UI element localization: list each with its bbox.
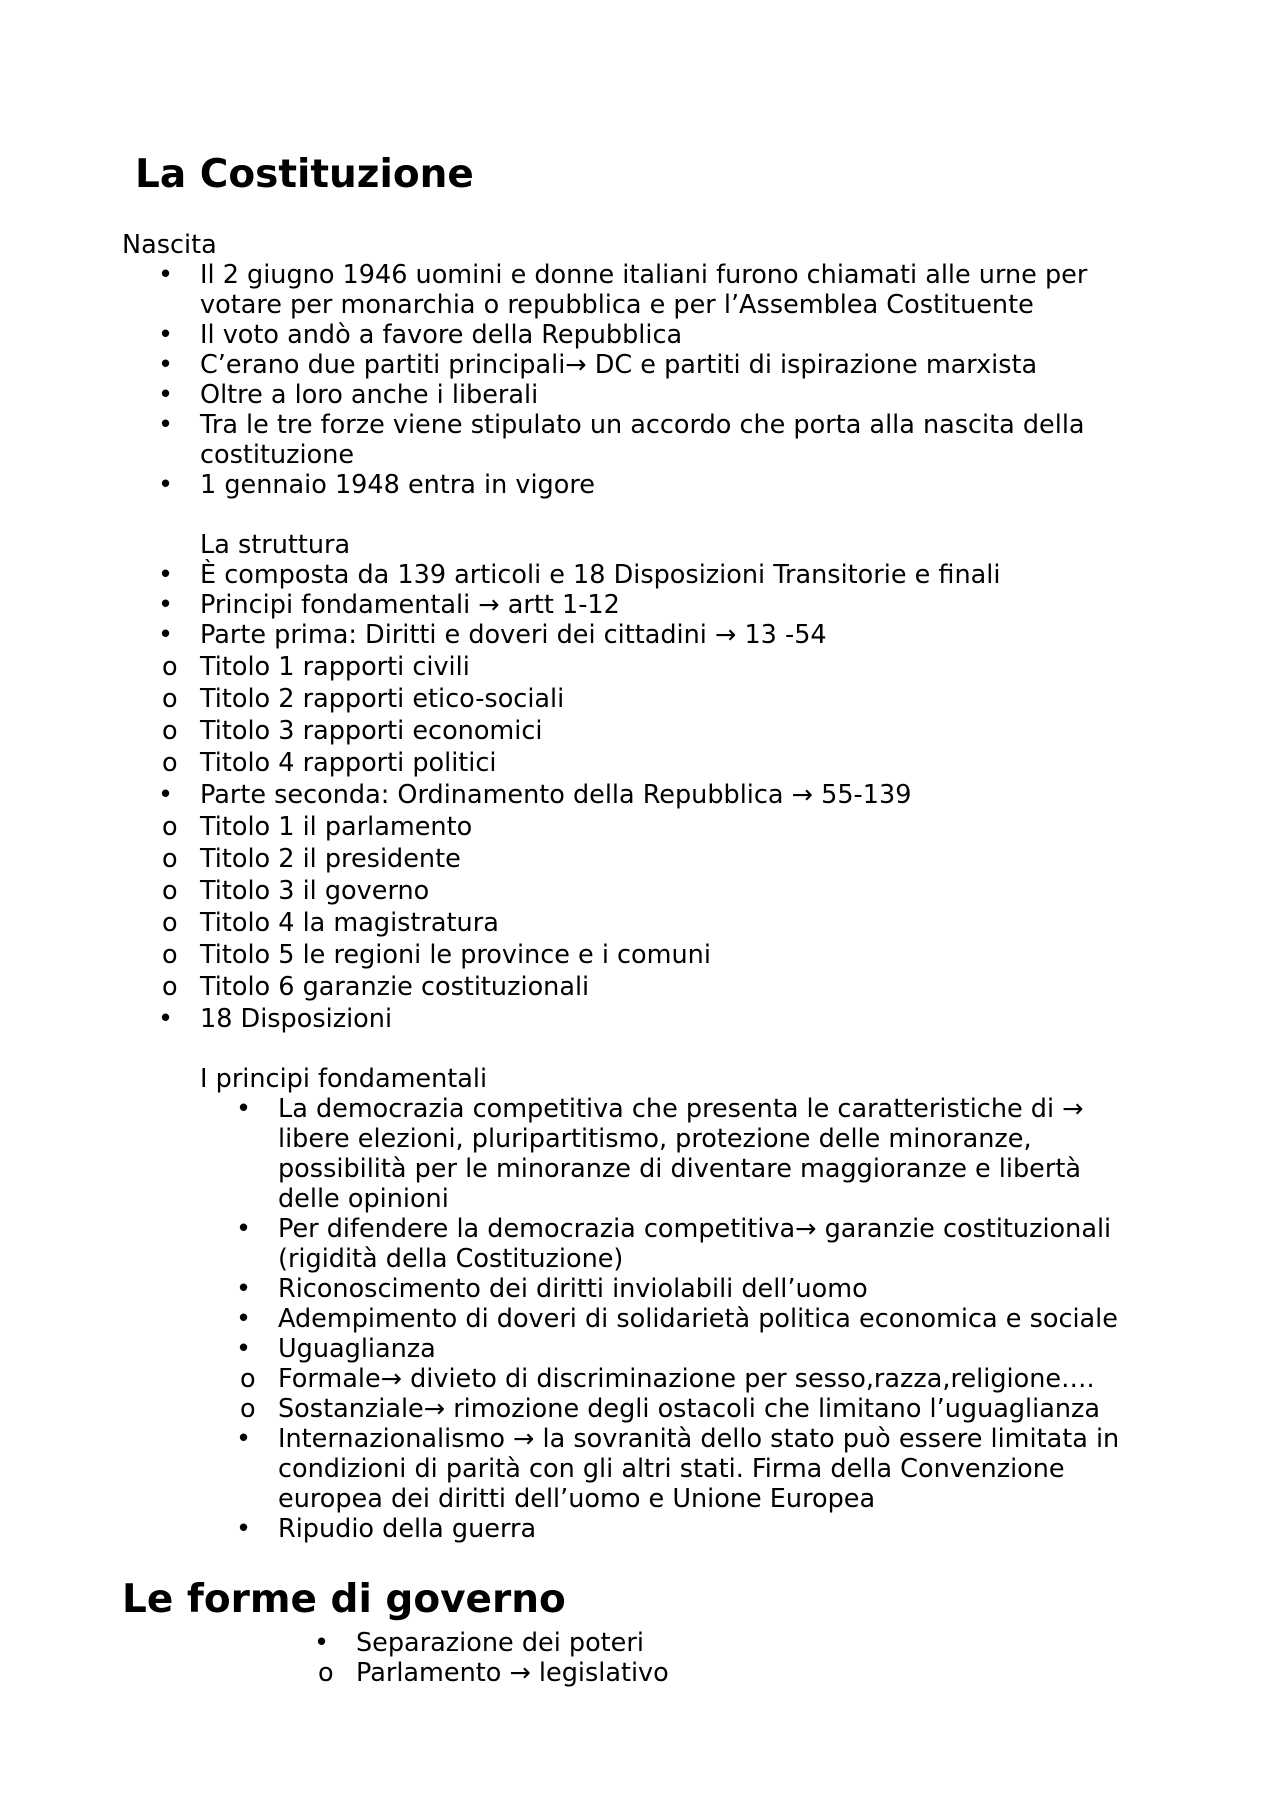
- list-item: [122, 350, 1162, 380]
- list-item-text: Titolo 4 la magistratura: [200, 908, 499, 938]
- circle-marker: o: [162, 748, 178, 778]
- list-item: [122, 652, 1162, 682]
- section-title-forme: Le forme di governo: [122, 1577, 566, 1622]
- list-item-text: 1 gennaio 1948 entra in vigore: [200, 470, 595, 500]
- circle-marker: o: [162, 812, 178, 842]
- list-item-line: Ripudio della guerra: [278, 1514, 537, 1544]
- list-item: [122, 1214, 1162, 1274]
- list-item-line: Formale→ divieto di discriminazione per sesso,razza,religione….: [278, 1364, 1095, 1394]
- bullet-marker: •: [158, 560, 174, 590]
- bullet-marker: •: [236, 1514, 252, 1544]
- list-item-text: Titolo 3 rapporti economici: [200, 716, 543, 746]
- list-item-line: La democrazia competitiva che presenta le caratteristiche di →: [278, 1094, 1084, 1124]
- bullet-marker: •: [158, 410, 174, 440]
- list-item-line: (rigidità della Costituzione): [278, 1244, 624, 1274]
- bullet-marker: •: [236, 1334, 252, 1364]
- list-item-line: Sostanziale→ rimozione degli ostacoli che limitano l’uguaglianza: [278, 1394, 1101, 1424]
- circle-marker: o: [240, 1394, 256, 1424]
- bullet-marker: •: [236, 1274, 252, 1304]
- circle-marker: o: [162, 940, 178, 970]
- list-item-text-cont: votare per monarchia o repubblica e per l’Assemblea Costituente: [200, 290, 1034, 320]
- list-item: [122, 908, 1162, 938]
- circle-marker: o: [162, 652, 178, 682]
- bullet-marker: •: [236, 1094, 252, 1124]
- list-item-text: Il 2 giugno 1946 uomini e donne italiani furono chiamati alle urne per: [200, 260, 1088, 290]
- list-item-text: Titolo 4 rapporti politici: [200, 748, 497, 778]
- circle-marker: o: [162, 716, 178, 746]
- list-item: [122, 1394, 1162, 1424]
- list-item: [122, 1004, 1162, 1034]
- struttura-heading: La struttura: [200, 530, 351, 560]
- circle-marker: o: [318, 1658, 334, 1688]
- list-item-text: Titolo 5 le regioni le province e i comuni: [200, 940, 711, 970]
- list-item: [122, 1424, 1162, 1514]
- list-item: [122, 410, 1162, 470]
- list-item-text-cont: costituzione: [200, 440, 355, 470]
- list-item: [122, 1334, 1162, 1364]
- list-item-text: È composta da 139 articoli e 18 Disposizioni Transitorie e finali: [200, 560, 1001, 590]
- list-item: [122, 716, 1162, 746]
- list-item: [122, 844, 1162, 874]
- list-item: [122, 320, 1162, 350]
- bullet-marker: •: [158, 1004, 174, 1034]
- bullet-marker: •: [236, 1214, 252, 1244]
- list-item: [122, 972, 1162, 1002]
- bullet-marker: •: [158, 470, 174, 500]
- circle-marker: o: [162, 876, 178, 906]
- list-item: [122, 260, 1162, 320]
- circle-marker: o: [162, 684, 178, 714]
- list-item: [122, 684, 1162, 714]
- list-item-text: 18 Disposizioni: [200, 1004, 393, 1034]
- list-item-line: libere elezioni, pluripartitismo, protezione delle minoranze,: [278, 1124, 1032, 1154]
- list-item: [122, 940, 1162, 970]
- nascita-heading: Nascita: [122, 230, 217, 260]
- list-item: [122, 560, 1162, 590]
- list-item-text: Parte seconda: Ordinamento della Repubblica → 55-139: [200, 780, 912, 810]
- circle-marker: o: [162, 844, 178, 874]
- list-item-text: Titolo 2 il presidente: [200, 844, 461, 874]
- bullet-marker: •: [236, 1424, 252, 1454]
- list-item: [122, 812, 1162, 842]
- list-item-text: Titolo 6 garanzie costituzionali: [200, 972, 590, 1002]
- list-item: [122, 1364, 1162, 1394]
- list-item-line: Uguaglianza: [278, 1334, 436, 1364]
- list-item-line: Internazionalismo → la sovranità dello stato può essere limitata in: [278, 1424, 1120, 1454]
- list-item-line: europea dei diritti dell’uomo e Unione Europea: [278, 1484, 876, 1514]
- bullet-marker: •: [158, 320, 174, 350]
- bullet-marker: •: [236, 1304, 252, 1334]
- list-item-text: Parte prima: Diritti e doveri dei cittadini → 13 -54: [200, 620, 827, 650]
- list-item: [122, 380, 1162, 410]
- list-item: [122, 1628, 1162, 1658]
- circle-marker: o: [162, 908, 178, 938]
- list-item-text: Separazione dei poteri: [356, 1628, 644, 1658]
- document-title: La Costituzione: [135, 152, 474, 197]
- list-item-text: Il voto andò a favore della Repubblica: [200, 320, 683, 350]
- bullet-marker: •: [158, 380, 174, 410]
- list-item: [122, 1658, 1162, 1688]
- list-item-line: Riconoscimento dei diritti inviolabili dell’uomo: [278, 1274, 868, 1304]
- list-item: [122, 470, 1162, 500]
- list-item-line: possibilità per le minoranze di diventare maggioranze e libertà: [278, 1154, 1081, 1184]
- bullet-marker: •: [158, 350, 174, 380]
- list-item: [122, 876, 1162, 906]
- list-item-line: Per difendere la democrazia competitiva→ garanzie costituzionali: [278, 1214, 1112, 1244]
- list-item-text: Titolo 1 rapporti civili: [200, 652, 470, 682]
- list-item: [122, 780, 1162, 810]
- bullet-marker: •: [158, 260, 174, 290]
- list-item-text: Titolo 1 il parlamento: [200, 812, 473, 842]
- list-item-text: Parlamento → legislativo: [356, 1658, 669, 1688]
- list-item-text: C’erano due partiti principali→ DC e partiti di ispirazione marxista: [200, 350, 1038, 380]
- circle-marker: o: [240, 1364, 256, 1394]
- bullet-marker: •: [158, 620, 174, 650]
- list-item: [122, 1514, 1162, 1544]
- section-forme: [122, 1628, 1162, 1688]
- bullet-marker: •: [158, 590, 174, 620]
- list-item-line: Adempimento di doveri di solidarietà politica economica e sociale: [278, 1304, 1118, 1334]
- list-item: [122, 620, 1162, 650]
- circle-marker: o: [162, 972, 178, 1002]
- list-item: [122, 1304, 1162, 1334]
- list-item-line: delle opinioni: [278, 1184, 449, 1214]
- list-item-line: condizioni di parità con gli altri stati. Firma della Convenzione: [278, 1454, 1065, 1484]
- list-item: [122, 748, 1162, 778]
- list-item-text: Titolo 2 rapporti etico-sociali: [200, 684, 565, 714]
- list-item: [122, 590, 1162, 620]
- list-item: [122, 1274, 1162, 1304]
- bullet-marker: •: [158, 780, 174, 810]
- bullet-marker: •: [314, 1628, 330, 1658]
- list-item: [122, 1094, 1162, 1214]
- list-item-text: Titolo 3 il governo: [200, 876, 430, 906]
- list-item-text: Tra le tre forze viene stipulato un accordo che porta alla nascita della: [200, 410, 1085, 440]
- list-item-text: Oltre a loro anche i liberali: [200, 380, 539, 410]
- list-item-text: Principi fondamentali → artt 1-12: [200, 590, 620, 620]
- principi-heading: I principi fondamentali: [200, 1064, 488, 1094]
- section-nascita: [122, 230, 1162, 1544]
